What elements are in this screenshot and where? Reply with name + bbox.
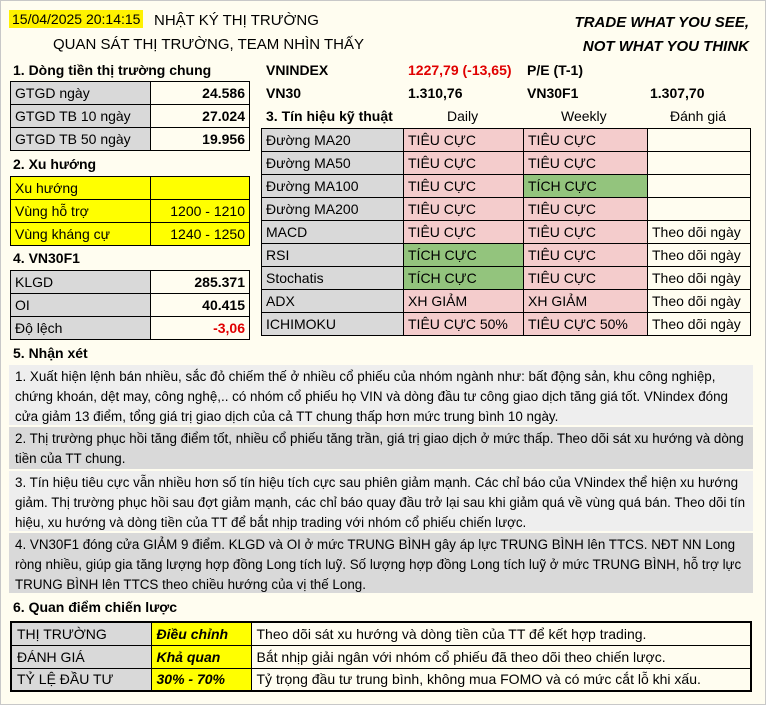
trend-row (11, 223, 250, 246)
market-note: Theo dõi sát xu hướng và dòng tiền của TT để kết hợp trading. (251, 622, 751, 645)
comment-item: 2. Thị trường phục hồi tăng điểm tốt, nhiều cổ phiếu tăng trần, giá trị giao dịch ở mức thấp. Theo dõi sát xu hướng và dòng tiền của TT chung. (9, 427, 753, 469)
vn30f1-index-label: VN30F1 (527, 85, 579, 101)
signal-row (262, 313, 751, 336)
signal-indicator: Đường MA50 (262, 152, 404, 175)
comments-section-title: 5. Nhận xét (13, 345, 88, 361)
cashflow-row (11, 105, 250, 128)
signal-daily: TIÊU CỰC 50% (404, 313, 524, 336)
signal-row (262, 152, 751, 175)
cashflow-value: 19.956 (151, 128, 250, 151)
cashflow-row (11, 82, 250, 105)
market-label: THỊ TRƯỜNG (11, 622, 151, 645)
signal-daily: TIÊU CỰC (404, 198, 524, 221)
signal-daily: TIÊU CỰC (404, 129, 524, 152)
signal-weekly: TIÊU CỰC 50% (524, 313, 648, 336)
signal-row (262, 198, 751, 221)
support-value: 1200 - 1210 (151, 200, 250, 223)
signal-row (262, 290, 751, 313)
vn30-value: 1.310,76 (408, 85, 463, 101)
trend-row (11, 200, 250, 223)
strategy-row (11, 668, 751, 691)
col-weekly-header: Weekly (561, 108, 607, 124)
oi-value: 40.415 (151, 294, 250, 317)
signal-daily: TIÊU CỰC (404, 221, 524, 244)
slogan-line-1: TRADE WHAT YOU SEE, (574, 14, 749, 31)
strategy-table (10, 621, 752, 692)
oi-label: OI (11, 294, 151, 317)
signal-indicator: ICHIMOKU (262, 313, 404, 336)
vnindex-value: 1227,79 (-13,65) (408, 62, 512, 78)
allocation-value: 30% - 70% (151, 668, 251, 691)
cashflow-table (10, 81, 250, 151)
signal-indicator: Stochatis (262, 267, 404, 290)
comment-item: 4. VN30F1 đóng cửa GIẢM 9 điểm. KLGD và OI ở mức TRUNG BÌNH gây áp lực TRUNG BÌNH lên TTCS. NĐT NN Long ròng nhiều, giúp gia tăng lượng hợp đồng Long tích luỹ. Số lượng hợp đồng Long tích luỹ ở mức TRUNG BÌNH, hỗ trợ lực TRUNG BÌNH lên TTCS theo chiều hướng của vị thế Long. (9, 533, 753, 593)
report-date: 15/04/2025 20:14:15 (9, 10, 143, 28)
trend-value (151, 177, 250, 200)
signal-indicator: Đường MA20 (262, 129, 404, 152)
signal-indicator: Đường MA100 (262, 175, 404, 198)
trend-label: Xu hướng (11, 177, 151, 200)
trend-table (10, 176, 250, 246)
strategy-row (11, 622, 751, 645)
signal-evaluation (648, 129, 751, 152)
vn30-label: VN30 (266, 85, 302, 101)
signal-indicator: RSI (262, 244, 404, 267)
col-eval-header: Đánh giá (670, 108, 727, 124)
support-label: Vùng hỗ trợ (11, 200, 151, 223)
report-subtitle: QUAN SÁT THỊ TRƯỜNG, TEAM NHÌN THẤY (53, 36, 364, 53)
signals-section-title: 3. Tín hiệu kỹ thuật (266, 108, 393, 124)
signal-daily: TIÊU CỰC (404, 175, 524, 198)
strategy-section-title: 6. Quan điểm chiến lược (13, 599, 178, 615)
signal-daily: XH GIẢM (404, 290, 524, 313)
signal-daily: TÍCH CỰC (404, 244, 524, 267)
signal-weekly: TIÊU CỰC (524, 221, 648, 244)
signal-weekly: TIÊU CỰC (524, 244, 648, 267)
signal-indicator: Đường MA200 (262, 198, 404, 221)
signal-evaluation: Theo dõi ngày (648, 290, 751, 313)
trend-section-title: 2. Xu hướng (13, 156, 97, 172)
allocation-label: TỶ LỆ ĐẦU TƯ (11, 668, 151, 691)
signal-row (262, 267, 751, 290)
signal-daily: TIÊU CỰC (404, 152, 524, 175)
signal-weekly: XH GIẢM (524, 290, 648, 313)
trend-row (11, 177, 250, 200)
allocation-note: Tỷ trọng đầu tư trung bình, không mua FOMO và có mức cắt lỗ khi xấu. (251, 668, 751, 691)
vn30f1-row (11, 317, 250, 340)
signals-table (261, 128, 751, 336)
signal-weekly: TIÊU CỰC (524, 198, 648, 221)
signal-evaluation: Theo dõi ngày (648, 221, 751, 244)
signal-row (262, 129, 751, 152)
vn30f1-section-title: 4. VN30F1 (13, 250, 80, 266)
signal-evaluation (648, 152, 751, 175)
assessment-note: Bắt nhịp giải ngân với nhóm cổ phiếu đã theo dõi theo chiến lược. (251, 645, 751, 668)
cashflow-row (11, 128, 250, 151)
pe-label: P/E (T-1) (527, 62, 584, 78)
signal-indicator: MACD (262, 221, 404, 244)
signal-evaluation: Theo dõi ngày (648, 313, 751, 336)
resistance-label: Vùng kháng cự (11, 223, 151, 246)
comment-item: 1. Xuất hiện lệnh bán nhiều, sắc đỏ chiếm thế ở nhiều cổ phiếu của nhóm ngành như: bất động sản, khu công nghiệp, chứng khoán, dệt may, công nghệ,.. có nhóm cổ phiếu họ VIN và dòng đầu tư công giao dịch tăng giá tốt. VNindex đóng cửa giảm 13 điểm, tổng giá trị giao dịch của cả TT chung thấp hơn mức trung bình 10 ngày. (9, 365, 753, 425)
klgd-label: KLGD (11, 271, 151, 294)
vnindex-label: VNINDEX (266, 62, 329, 78)
signal-evaluation: Theo dõi ngày (648, 267, 751, 290)
signal-evaluation: Theo dõi ngày (648, 244, 751, 267)
vn30f1-row (11, 294, 250, 317)
cashflow-section-title: 1. Dòng tiền thị trường chung (13, 62, 212, 78)
signal-evaluation (648, 175, 751, 198)
col-daily-header: Daily (447, 108, 479, 124)
vn30f1-index-value: 1.307,70 (650, 85, 705, 101)
signal-daily: TÍCH CỰC (404, 267, 524, 290)
klgd-value: 285.371 (151, 271, 250, 294)
deviation-value: -3,06 (151, 317, 250, 340)
signal-row (262, 175, 751, 198)
signal-evaluation (648, 198, 751, 221)
comment-item: 3. Tín hiệu tiêu cực vẫn nhiều hơn số tín hiệu tích cực sau phiên giảm mạnh. Các chỉ báo của VNindex thể hiện xu hướng giảm. Thị trường phục hồi sau đợt giảm mạnh, các chỉ báo quay đầu trở lại sau khi giảm quá về vùng quá bán. Theo dõi tín hiệu, xu hướng và dòng tiền của TT để bắt nhịp trading với nhóm cổ phiếu chiến lược. (9, 471, 753, 531)
cashflow-value: 27.024 (151, 105, 250, 128)
market-value: Điều chỉnh (151, 622, 251, 645)
signal-row (262, 221, 751, 244)
signal-weekly: TIÊU CỰC (524, 152, 648, 175)
cashflow-value: 24.586 (151, 82, 250, 105)
vn30f1-row (11, 271, 250, 294)
resistance-value: 1240 - 1250 (151, 223, 250, 246)
signal-row (262, 244, 751, 267)
signal-indicator: ADX (262, 290, 404, 313)
signal-weekly: TIÊU CỰC (524, 129, 648, 152)
report-title: NHẬT KÝ THỊ TRƯỜNG (154, 12, 319, 29)
vn30f1-table (10, 270, 250, 340)
assessment-value: Khả quan (151, 645, 251, 668)
deviation-label: Độ lệch (11, 317, 151, 340)
cashflow-label: GTGD TB 50 ngày (11, 128, 151, 151)
slogan-line-2: NOT WHAT YOU THINK (582, 38, 749, 55)
strategy-row (11, 645, 751, 668)
cashflow-label: GTGD TB 10 ngày (11, 105, 151, 128)
cashflow-label: GTGD ngày (11, 82, 151, 105)
signal-weekly: TIÊU CỰC (524, 267, 648, 290)
signal-weekly: TÍCH CỰC (524, 175, 648, 198)
assessment-label: ĐÁNH GIÁ (11, 645, 151, 668)
